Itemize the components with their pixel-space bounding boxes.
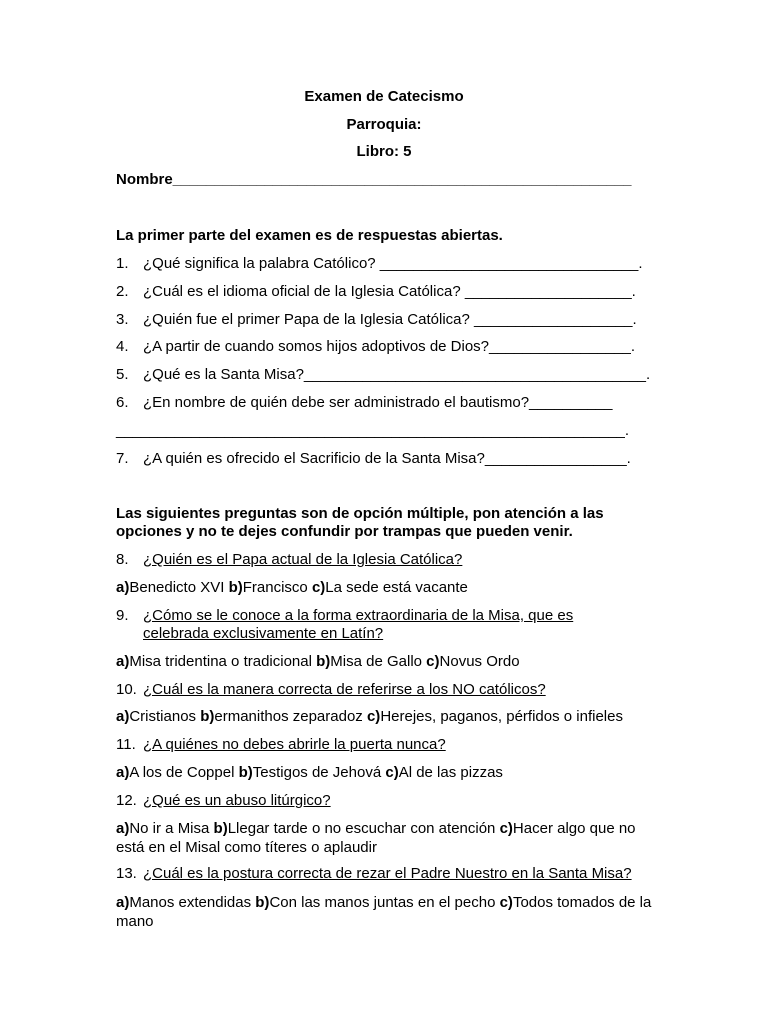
- book-label: Libro: 5: [356, 143, 412, 160]
- question-number: 13.: [116, 865, 137, 882]
- option-c-label: c): [499, 894, 513, 911]
- question-number: 4.: [116, 338, 129, 355]
- option-a-label: a): [116, 653, 130, 670]
- option-b-label: b): [213, 820, 228, 837]
- option-a: No ir a Misa: [129, 820, 210, 837]
- answer-blank-line: _____________________________________________________________.: [116, 422, 630, 439]
- option-b: ermanithos zeparadoz: [214, 708, 363, 725]
- option-b: Testigos de Jehová: [252, 764, 382, 781]
- option-a-label: a): [116, 894, 130, 911]
- part2-intro-line-1: Las siguientes preguntas son de opción múltiple, pon atención a las: [116, 505, 604, 522]
- option-b: Con las manos juntas en el pecho: [269, 894, 496, 911]
- question-text: ¿Cuál es el idioma oficial de la Iglesia Católica? ____________________.: [143, 283, 636, 300]
- question-number: 2.: [116, 283, 129, 300]
- option-c-label: c): [426, 653, 440, 670]
- option-a-label: a): [116, 764, 130, 781]
- option-c-label: c): [385, 764, 399, 781]
- option-c-label: c): [311, 579, 326, 596]
- option-a: Cristianos: [129, 708, 197, 725]
- question-text: ¿Qué es la Santa Misa?_________________________________________.: [143, 366, 651, 383]
- question-text: ¿Quién es el Papa actual de la Iglesia Católica?: [143, 551, 463, 568]
- option-a: Benedicto XVI: [129, 579, 225, 596]
- part1-intro: La primer parte del examen es de respuestas abiertas.: [116, 227, 503, 244]
- mc-options-10: [116, 708, 623, 725]
- option-a: Misa tridentina o tradicional: [129, 653, 312, 670]
- question-text: ¿Cuál es la postura correcta de rezar el Padre Nuestro en la Santa Misa?: [143, 865, 632, 882]
- question-text: ¿En nombre de quién debe ser administrado el bautismo?__________: [143, 394, 613, 411]
- option-b: Llegar tarde o no escuchar con atención: [227, 820, 496, 837]
- option-c: Novus Ordo: [439, 653, 520, 670]
- option-a: A los de Coppel: [129, 764, 235, 781]
- option-c-label: c): [499, 820, 513, 837]
- option-b: Misa de Gallo: [330, 653, 422, 670]
- question-number: 11.: [116, 736, 136, 753]
- question-number: 10.: [116, 681, 137, 698]
- question-number: 3.: [116, 311, 129, 328]
- option-a-label: a): [116, 820, 130, 837]
- question-number: 8.: [116, 551, 129, 568]
- option-c: La sede está vacante: [325, 579, 468, 596]
- question-text: ¿A quiénes no debes abrirle la puerta nunca?: [143, 736, 446, 753]
- option-b-label: b): [200, 708, 215, 725]
- question-text: ¿Quién fue el primer Papa de la Iglesia Católica? ___________________.: [143, 311, 637, 328]
- question-number: 5.: [116, 366, 129, 383]
- option-a: Manos extendidas: [129, 894, 252, 911]
- option-c: Herejes, paganos, pérfidos o infieles: [380, 708, 623, 725]
- question-number: 1.: [116, 255, 129, 272]
- option-b-label: b): [228, 579, 243, 596]
- option-c: Hacer algo que no está en el Misal como títeres o aplaudir: [116, 820, 636, 856]
- question-number: 7.: [116, 450, 129, 467]
- exam-title: Examen de Catecismo: [304, 88, 464, 105]
- option-c: Todos tomados de la mano: [116, 894, 652, 930]
- option-c: Al de las pizzas: [398, 764, 503, 781]
- mc-options-13: [116, 893, 656, 931]
- question-number: 6.: [116, 394, 129, 411]
- question-text: ¿A quién es ofrecido el Sacrificio de la Santa Misa?_________________.: [143, 450, 631, 467]
- name-line: Nombre_______________________________________________________: [116, 171, 632, 188]
- option-b-label: b): [316, 653, 331, 670]
- question-text-line-1: ¿Cómo se le conoce a la forma extraordinaria de la Misa, que es: [143, 607, 574, 624]
- question-number: 9.: [116, 607, 129, 624]
- question-text: ¿Qué es un abuso litúrgico?: [143, 792, 331, 809]
- question-number: 12.: [116, 792, 137, 809]
- question-text-line-2: celebrada exclusivamente en Latín?: [143, 625, 384, 642]
- option-c-label: c): [366, 708, 381, 725]
- option-b-label: b): [255, 894, 270, 911]
- mc-options-12: [116, 819, 656, 857]
- question-text: ¿A partir de cuando somos hijos adoptivos de Dios?_________________.: [143, 338, 636, 355]
- question-text: ¿Cuál es la manera correcta de referirse a los NO católicos?: [143, 681, 546, 698]
- part2-intro-line-2: opciones y no te dejes confundir por trampas que pueden venir.: [116, 523, 573, 540]
- option-b-label: b): [238, 764, 253, 781]
- question-text: ¿Qué significa la palabra Católico? _______________________________.: [143, 255, 643, 272]
- mc-options-11: [116, 764, 503, 781]
- mc-options-9: [116, 653, 520, 670]
- option-a-label: a): [116, 708, 130, 725]
- option-b: Francisco: [242, 579, 308, 596]
- option-a-label: a): [116, 579, 130, 596]
- mc-options-8: [116, 579, 468, 596]
- parish-label: Parroquia:: [346, 116, 422, 133]
